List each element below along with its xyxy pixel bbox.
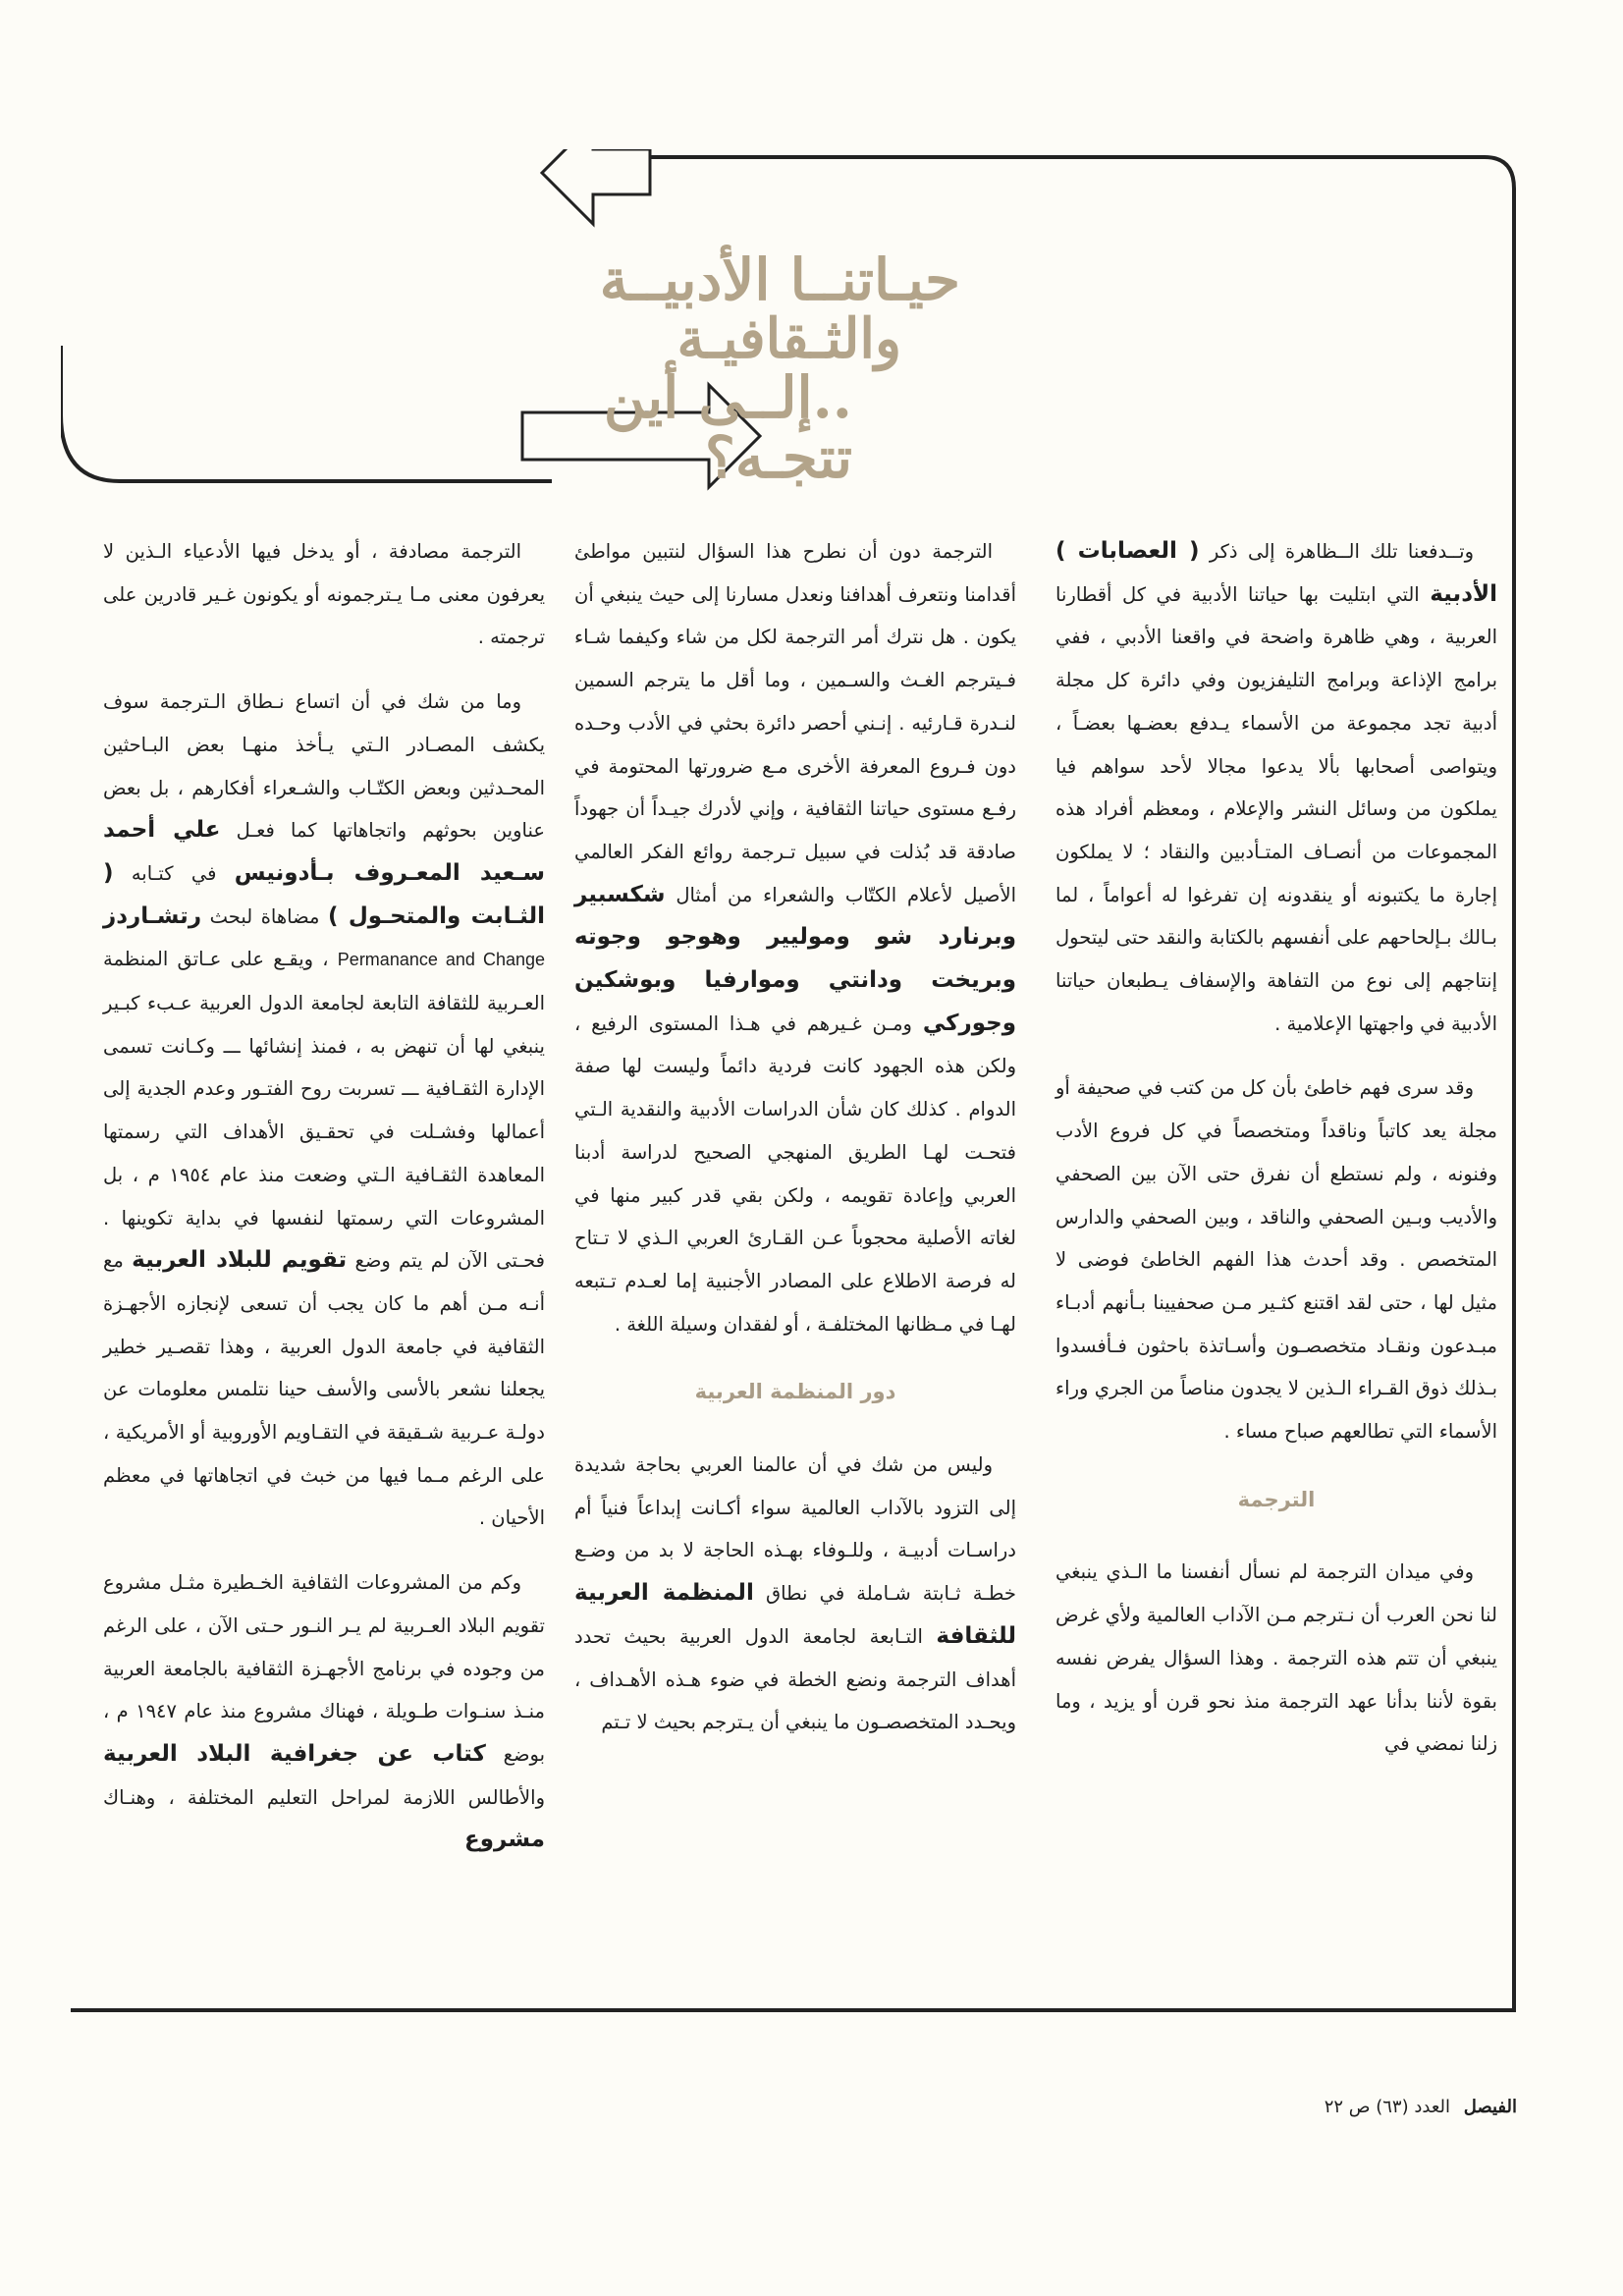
magazine-name: الفيصل bbox=[1463, 2097, 1517, 2117]
paragraph: الترجمة دون أن نطرح هذا السؤال لنتبين مواطئ أقدامنا ونتعرف أهدافنا ونعدل مسارنا إلى حيث ينبغي أن يكون . هل نترك أمر الترجمة لكل من شاء وكيفما شـاء فـيترجم الغـث والسـمين ، وما أقل ما يترجم السمين لنـدرة قـارئيه . إنـني أحصر دائرة بحثي في الأدب وحـده دون فـروع المعرفة الأخرى مـع ضرورتها المحتومة في رفـع مستوى حياتنا الثقافية ، وإني لأدرك جيـداً أن جهوداً صادقة قد بُذلت في سبيل تـرجمة روائع الفكر العالمي الأصيل لأعلام الكتّاب والشعراء من أمثال شكسبير وبرنارد شو وموليير وهوجو وجوته وبريخت ودانتي وموارفيا وبوشكين وجوركي ومـن غـيرهم في هـذا المستوى الرفيع ، ولكن هذه الجهود كانت فردية دائماً وليست لها صفة الدوام . كذلك كان شأن الدراسات الأدبية والنقدية الـتي فتحـت لهـا الطريق المنهجي الصحيح لدراسة أدبنا العربي وإعادة تقويمه ، ولكن بقي قدر كبير منها في لغاته الأصلية محجوباً عـن القـارئ العربي الـذي لا تـتاح له فرصة الاطلاع على المصادر الأجنبية إما لعـدم تـتبعه لهـا في مـظانها المختلفـة ، أو لفقدان وسيلة اللغة . bbox=[574, 540, 1016, 1336]
paragraph: وليس من شك في أن عالمنا العربي بحاجة شديدة إلى التزود بالآداب العالمية سواء أكـانت إبداعاً فنياً أم دراسـات أدبيـة ، وللـوفاء بهـذه الحاجة لا بد من وضـع خطـة ثـابتة شـاملة في نطاق المنظمة العربية للثقافة التـابعة لجامعة الدول العربية بحيث تحدد أهداف الترجمة ونضع الخطة في ضوء هـذه الأهـداف ، ويحـدد المتخصصـون ما ينبغي أن يـترجم بحيث لا تـتم bbox=[574, 1453, 1016, 1734]
paragraph: الترجمة مصادفة ، أو يدخل فيها الأدعياء الـذين لا يعرفون معنى مـا يـترجمونه أو يكونون غـير قادرين على ترجمته . bbox=[103, 540, 545, 649]
latin-title: Permanance and Change bbox=[337, 950, 545, 970]
title-line-2: والثـقافيـة bbox=[676, 305, 901, 371]
bold-phrase: شكسبير وبرنارد شو وموليير وهوجو وجوته وبريخت ودانتي وموارفيا وبوشكين وجوركي bbox=[574, 881, 1016, 1036]
column-middle bbox=[574, 530, 1016, 1766]
bold-phrase: ( العصابات ) الأدبية bbox=[1055, 538, 1498, 607]
arrow-top-icon bbox=[542, 149, 650, 224]
bold-phrase: ( الثـابت والمتحـول ) bbox=[103, 859, 546, 929]
page-footer bbox=[1296, 2097, 1517, 2117]
bold-phrase: رتشـاردز bbox=[103, 902, 202, 929]
article-title bbox=[518, 246, 960, 491]
column-left bbox=[103, 530, 545, 1884]
bold-phrase: تقويم للبلاد العربية bbox=[132, 1247, 348, 1274]
paragraph: وما من شك في أن اتساع نـطاق الـترجمة سوف يكشف المصـادر الـتي يـأخذ منهـا بعض البـاحثين المحـدثين وبعض الكتّـاب والشـعراء أفكارهم ، بل بعض عناوين بحوثهم واتجاهاتها كما فعـل علي أحمد سـعيد المعـروف بـأدونيس في كتـابه ( الثـابت والمتحـول ) مضاهاة لبحث رتشـاردز Permanance and Change ، ويقـع على عـاتق المنظمة العـربية للثقافة التابعة لجامعة الدول العربية عـبء كبـير ينبغي لها أن تنهض به ، فمنذ إنشائها ـــ وكـانت تسمى الإدارة الثقـافية ـــ تسربت روح الفتـور وعدم الجدية إلى أعمالها وفشـلت في تحقـيق الأهداف التي رسمتها المعاهدة الثقـافية الـتي وضعت منذ عام ١٩٥٤ م ، بل المشروعات التي رسمتها لنفسها في بداية تكوينها . فحـتى الآن لم يتم وضع تقويم للبلاد العربية مع أنـه مـن أهم ما كان يجب أن تسعى لإنجازه الأجهـزة الثقافية في جامعة الدول العربية ، وهذا تقصـير خطير يجعلنا نشعر بالأسى والأسف حينا نتلمس معلومات عن دولـة عـربية شـقيقة في التقـاويم الأوروبية أو الأمريكية ، على الرغم مـما فيها من خبث في اتجاهاتها في معظم الأحيان . bbox=[103, 690, 546, 1530]
paragraph: وفي ميدان الترجمة لم نسأل أنفسنا ما الـذي ينبغي لنا نحن العرب أن نـترجم مـن الآداب العالمية ولأي غرض ينبغي أن تتم هذه الترجمة . وهذا السؤال يفرض نفسه بقوة لأننا بدأنا عهد الترجمة منذ نحو قرن أو يزيد ، وما زلنا نمضي في bbox=[1055, 1560, 1497, 1756]
paragraph: وتــدفعنا تلك الــظاهرة إلى ذكر ( العصابات ) الأدبية التي ابتليت بها حياتنا الأدبية في كل أقطارنا العربية ، وهي ظاهرة واضحة في واقعنا الأدبي ، ففي برامج الإذاعة وبرامج التليفزيون وفي دائرة كل مجلة أدبية تجد مجموعة من الأسماء يـدفع بعضـها بعضـاً ، ويتواصى أصحابها بألا يدعوا مجالا لأحد سواهم فيا يملكون من وسائل النشر والإعلام ، ومعظم أفراد هذه المجموعات من أنصـاف المتـأدبين والنقاد ؛ لا يملكون إجارة ما يكتبونه أو ينقدونه إن تفرغوا له أعواماً ، لما بـالك بـإلحاحهم على أنفسهم بالكتابة والنقد حتى ليتحول إنتاجهم إلى نوع من التفاهة والإسفاف يـطبعان حياتنا الأدبية في واجهتها الإعلامية . bbox=[1055, 538, 1498, 1035]
paragraph: وقد سرى فهم خاطئ بأن كل من كتب في صحيفة أو مجلة يعد كاتباً وناقداً ومتخصصاً في كل فروع الأدب وفنونه ، ولم نستطع أن نفرق حتى الآن بين الصحفي والأديب وبـين الصحفي والناقد ، وبين الصحفي والدارس المتخصص . وقد أحدث هذا الفهم الخاطئ فوضى لا مثيل لها ، حتى لقد اقتنع كثـير مـن صحفيينا بـأنهم أدبـاء مبـدعون ونقـاد متخصصـون وأسـاتذة باحثون فـأفسدوا بـذلك ذوق القـراء الـذين لا يجدون مناصاً من الجري وراء الأسماء التي تطالعهم صباح مساء . bbox=[1055, 1076, 1497, 1444]
paragraph: وكم من المشروعات الثقافية الخـطيرة مثـل مشروع تقويم البلاد العـربية لم يـر النـور حـتى الآن ، على الرغم من وجوده في برنامج الأجهـزة الثقافية بالجامعة العربية منـذ سنـوات طـويلة ، فهناك مشروع منذ عام ١٩٤٧ م ، بوضع كتاب عن جغرافية البلاد العربية والأطالس اللازمة لمراحل التعليم المختلفة ، وهنـاك مشروع bbox=[103, 1571, 546, 1853]
bold-phrase: كتاب عن جغرافية البلاد العربية bbox=[103, 1740, 486, 1767]
section-heading: دور المنظمة العربية bbox=[694, 1380, 896, 1404]
issue-page: العدد (٦٣) ص ٢٢ bbox=[1324, 2097, 1450, 2117]
frame-left-corner bbox=[61, 346, 552, 481]
title-line-1: حيـاتنــا الأدبيــة bbox=[599, 246, 960, 313]
title-line-3: ..إلــى أين تتجـه؟ bbox=[603, 363, 852, 491]
section-heading: الترجمة bbox=[1237, 1487, 1316, 1511]
bold-phrase: المنظمة العربية للثقافة bbox=[574, 1580, 1016, 1649]
bold-phrase: علي أحمد سـعيد المعـروف بـأدونيس bbox=[103, 817, 545, 886]
column-right bbox=[1055, 530, 1497, 1787]
bold-phrase: مشروع bbox=[464, 1827, 545, 1853]
